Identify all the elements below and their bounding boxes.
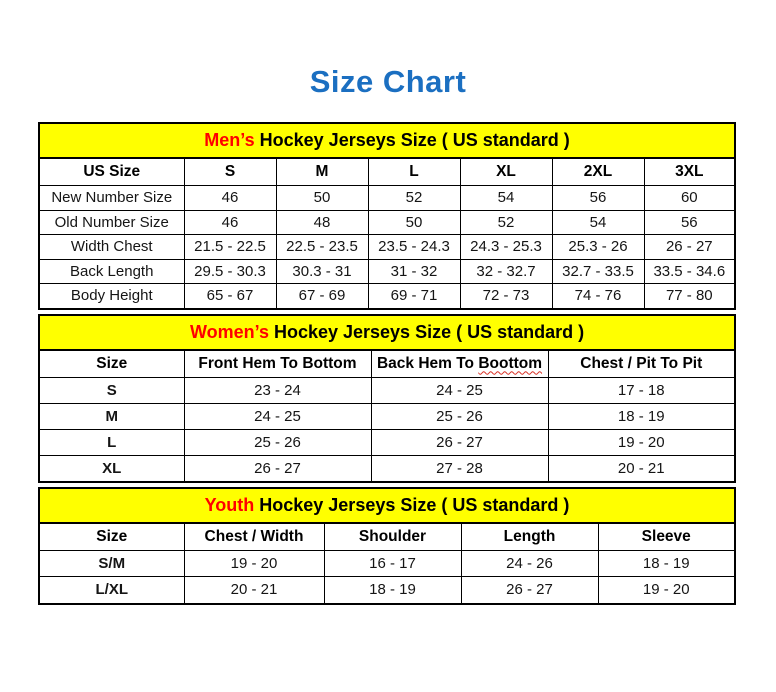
cell: 26 - 27	[644, 235, 735, 260]
row-header: S	[39, 377, 184, 403]
column-header: Chest / Pit To Pit	[548, 350, 735, 378]
column-header: 3XL	[644, 158, 735, 186]
column-header: Length	[461, 523, 598, 551]
table-row	[39, 550, 735, 577]
mens-size-table	[38, 122, 736, 310]
youth-size-table	[38, 487, 736, 605]
row-header: Width Chest	[39, 235, 184, 260]
womens-section-band	[39, 315, 735, 350]
cell: 19 - 20	[548, 429, 735, 455]
column-header: Shoulder	[324, 523, 461, 551]
cell: 54	[460, 186, 552, 211]
cell: 54	[552, 210, 644, 235]
cell: 56	[552, 186, 644, 211]
cell: 16 - 17	[324, 550, 461, 577]
youth-section-title	[39, 488, 735, 523]
misspelled-word: Boottom	[478, 354, 543, 372]
cell: 17 - 18	[548, 377, 735, 403]
row-header: S/M	[39, 550, 184, 577]
page-title: Size Chart	[309, 64, 467, 99]
womens-title-rest: Hockey Jerseys Size ( US standard )	[268, 321, 585, 342]
cell: 18 - 19	[598, 550, 735, 577]
cell: 24.3 - 25.3	[460, 235, 552, 260]
womens-title-highlight: Women’s	[189, 321, 269, 342]
youth-header-row	[39, 523, 735, 551]
womens-section-title	[39, 315, 735, 350]
table-row	[39, 186, 735, 211]
column-header: Size	[39, 350, 184, 378]
cell: 52	[368, 186, 460, 211]
table-row	[39, 403, 735, 429]
cell: 18 - 19	[324, 577, 461, 604]
cell: 77 - 80	[644, 284, 735, 309]
column-header: XL	[460, 158, 552, 186]
cell: 22.5 - 23.5	[276, 235, 368, 260]
cell: 24 - 25	[184, 403, 371, 429]
column-header: US Size	[39, 158, 184, 186]
table-row	[39, 259, 735, 284]
column-header: Sleeve	[598, 523, 735, 551]
cell: 65 - 67	[184, 284, 276, 309]
size-tables-container	[38, 122, 734, 609]
row-header: Old Number Size	[39, 210, 184, 235]
column-header-text: Back Hem To	[376, 354, 479, 372]
row-header: L/XL	[39, 577, 184, 604]
table-row	[39, 210, 735, 235]
cell: 67 - 69	[276, 284, 368, 309]
mens-header-row	[39, 158, 735, 186]
cell: 23 - 24	[184, 377, 371, 403]
cell: 50	[276, 186, 368, 211]
cell: 33.5 - 34.6	[644, 259, 735, 284]
cell: 26 - 27	[371, 429, 548, 455]
row-header: L	[39, 429, 184, 455]
column-header	[371, 350, 548, 378]
cell: 25.3 - 26	[552, 235, 644, 260]
row-header: Body Height	[39, 284, 184, 309]
table-row	[39, 577, 735, 604]
youth-title-rest: Hockey Jerseys Size ( US standard )	[254, 494, 570, 515]
cell: 69 - 71	[368, 284, 460, 309]
cell: 19 - 20	[598, 577, 735, 604]
cell: 24 - 26	[461, 550, 598, 577]
cell: 21.5 - 22.5	[184, 235, 276, 260]
table-row	[39, 429, 735, 455]
row-header: XL	[39, 455, 184, 482]
cell: 74 - 76	[552, 284, 644, 309]
cell: 72 - 73	[460, 284, 552, 309]
mens-title-rest: Hockey Jerseys Size ( US standard )	[254, 130, 570, 150]
cell: 29.5 - 30.3	[184, 259, 276, 284]
column-header: Chest / Width	[184, 523, 324, 551]
column-header: Front Hem To Bottom	[184, 350, 371, 378]
youth-section-band	[39, 488, 735, 523]
womens-header-row	[39, 350, 735, 378]
cell: 56	[644, 210, 735, 235]
table-row	[39, 284, 735, 309]
mens-section-title	[39, 123, 735, 158]
cell: 20 - 21	[548, 455, 735, 482]
column-header: Size	[39, 523, 184, 551]
cell: 30.3 - 31	[276, 259, 368, 284]
cell: 46	[184, 210, 276, 235]
column-header: S	[184, 158, 276, 186]
row-header: Back Length	[39, 259, 184, 284]
cell: 31 - 32	[368, 259, 460, 284]
row-header: M	[39, 403, 184, 429]
cell: 25 - 26	[371, 403, 548, 429]
cell: 27 - 28	[371, 455, 548, 482]
cell: 23.5 - 24.3	[368, 235, 460, 260]
cell: 32 - 32.7	[460, 259, 552, 284]
table-row	[39, 377, 735, 403]
column-header: M	[276, 158, 368, 186]
cell: 26 - 27	[184, 455, 371, 482]
cell: 24 - 25	[371, 377, 548, 403]
cell: 48	[276, 210, 368, 235]
cell: 50	[368, 210, 460, 235]
youth-title-highlight: Youth	[204, 494, 255, 515]
cell: 25 - 26	[184, 429, 371, 455]
column-header: L	[368, 158, 460, 186]
column-header: 2XL	[552, 158, 644, 186]
cell: 26 - 27	[461, 577, 598, 604]
table-row	[39, 235, 735, 260]
cell: 18 - 19	[548, 403, 735, 429]
cell: 32.7 - 33.5	[552, 259, 644, 284]
cell: 19 - 20	[184, 550, 324, 577]
mens-title-highlight: Men’s	[204, 130, 255, 150]
cell: 20 - 21	[184, 577, 324, 604]
mens-section-band	[39, 123, 735, 158]
cell: 60	[644, 186, 735, 211]
row-header: New Number Size	[39, 186, 184, 211]
cell: 46	[184, 186, 276, 211]
table-row	[39, 455, 735, 482]
womens-size-table	[38, 314, 736, 483]
cell: 52	[460, 210, 552, 235]
